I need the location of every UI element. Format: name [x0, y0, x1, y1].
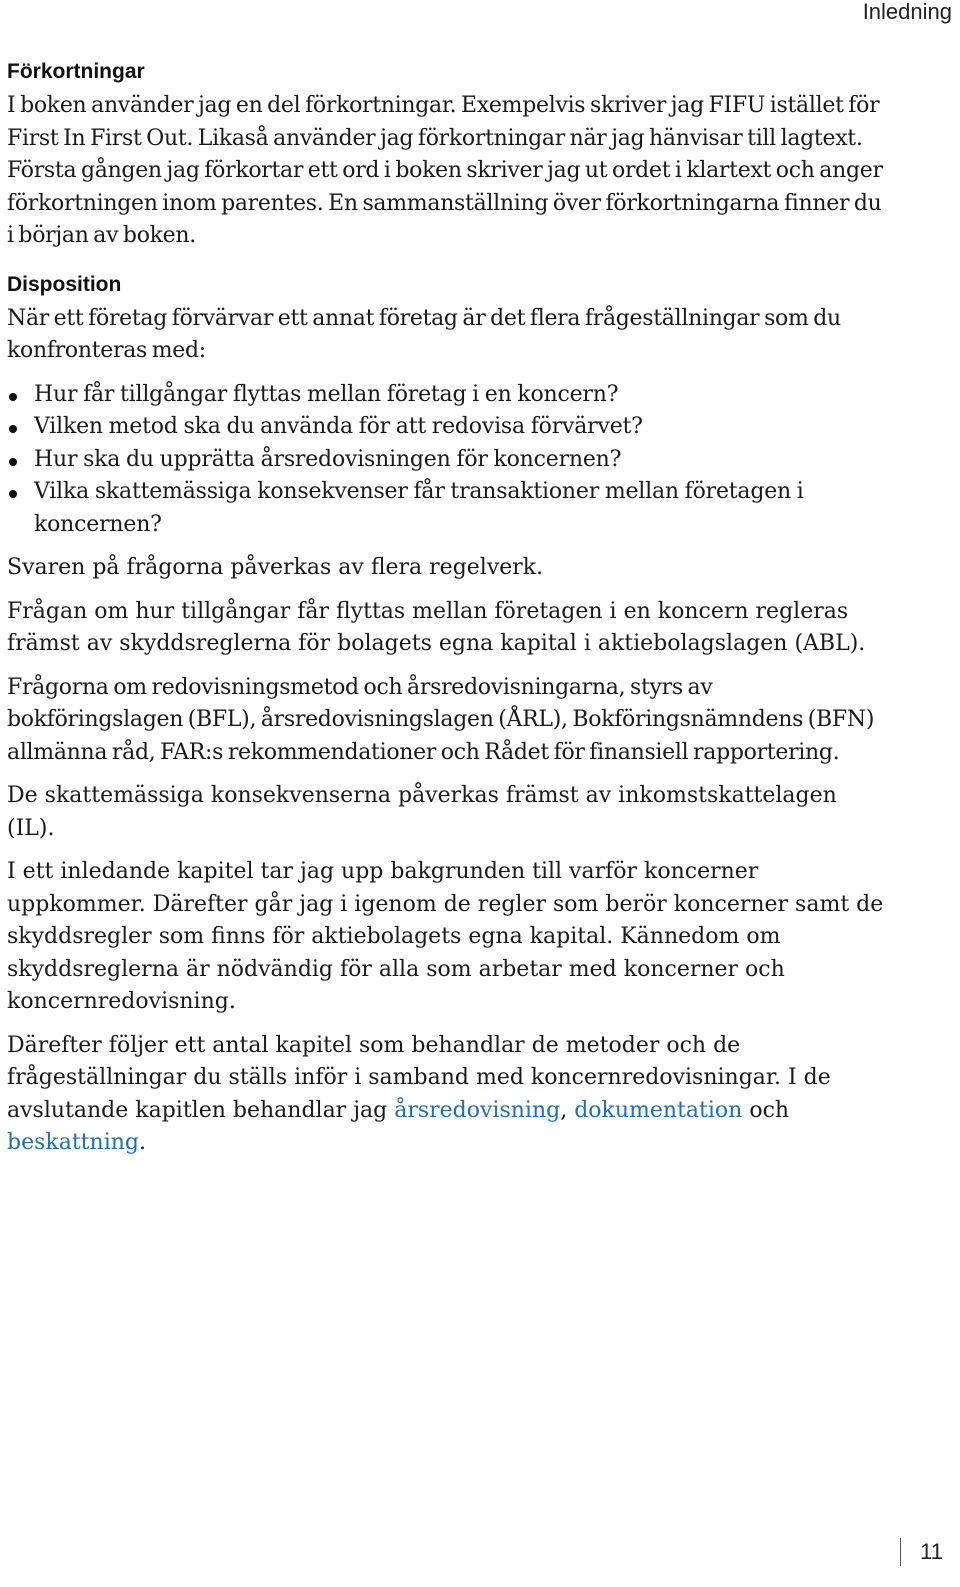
paragraph-disposition-intro: När ett företag förvärvar ett annat företag är det flera frågeställningar som du konfronteras med: [7, 305, 841, 363]
paragraph-abl: Frågan om hur tillgångar får flyttas mellan företagen i en koncern regleras främst av skyddsreglerna för bolagets egna kapital i aktiebolagslagen (ABL). [7, 598, 866, 656]
bullet-icon [9, 490, 17, 498]
paragraph-forkortningar: I boken använder jag en del förkortningar. Exempelvis skriver jag FIFU istället för First In First Out. Likaså använder jag förkortningar när jag hänvisar till lagtext. Första gången jag förkortar ett ord i boken skriver jag ut ordet i klartext och anger förkortningen inom parentes. En sammanställning över förkortningarna finner du i början av boken. [7, 93, 883, 248]
paragraph-end: . [138, 1130, 146, 1155]
question-list [7, 379, 887, 542]
list-item [7, 476, 887, 541]
paragraph-avslutande [7, 1030, 887, 1160]
link-beskattning[interactable]: beskattning [7, 1130, 139, 1155]
bullet-icon [9, 458, 17, 466]
running-header: Inledning [862, 0, 952, 24]
separator: och [742, 1097, 790, 1123]
list-item [7, 379, 887, 412]
heading-disposition: Disposition [7, 272, 122, 296]
list-item-text: Hur ska du upprätta årsredovisningen för koncernen? [34, 446, 622, 472]
list-item-text: Vilken metod ska du använda för att redovisa förvärvet? [34, 414, 643, 439]
list-item-text: Hur får tillgångar flyttas mellan företag i en koncern? [34, 381, 619, 407]
page-content [7, 58, 887, 1171]
paragraph-regelverk: Svaren på frågorna påverkas av flera regelverk. [7, 555, 544, 580]
list-item [7, 411, 887, 444]
link-dokumentation[interactable]: dokumentation [574, 1097, 743, 1123]
heading-forkortningar: Förkortningar [7, 60, 145, 83]
paragraph-kapitel: I ett inledande kapitel tar jag upp bakgrunden till varför koncerner uppkommer. Därefter går jag i igenom de regler som berör koncerner samt de skyddsregler som finns för aktiebolagets egna kapital. Kännedom om skyddsreglerna är nödvändig för alla som arbetar med koncerner och koncernredovisning. [7, 859, 884, 1014]
bullet-icon [9, 425, 17, 433]
list-item [7, 444, 887, 477]
separator: , [560, 1097, 575, 1123]
bullet-icon [9, 393, 17, 401]
paragraph-redovisning: Frågorna om redovisningsmetod och årsredovisningarna, styrs av bokföringslagen (BFL), årsredovisningslagen (ÅRL), Bokföringsnämndens (BFN) allmänna råd, FAR:s rekommendationer och Rådet för finansiell rapportering. [7, 674, 875, 765]
paragraph-avslutande-text: Därefter följer ett antal kapitel som behandlar de metoder och de frågeställningar du ställs inför i samband med koncernredovisningar. I de avslutande kapitlen behandlar jag [7, 1032, 831, 1123]
page-footer [900, 1538, 953, 1566]
page-number: 11 [920, 1539, 943, 1564]
paragraph-skatt: De skattemässiga konsekvenserna påverkas främst av inkomstskattelagen (IL). [7, 783, 837, 841]
list-item-text: Vilka skattemässiga konsekvenser får transaktioner mellan företagen i koncernen? [34, 479, 804, 537]
link-arsredovisning[interactable]: årsredovisning [394, 1097, 561, 1123]
